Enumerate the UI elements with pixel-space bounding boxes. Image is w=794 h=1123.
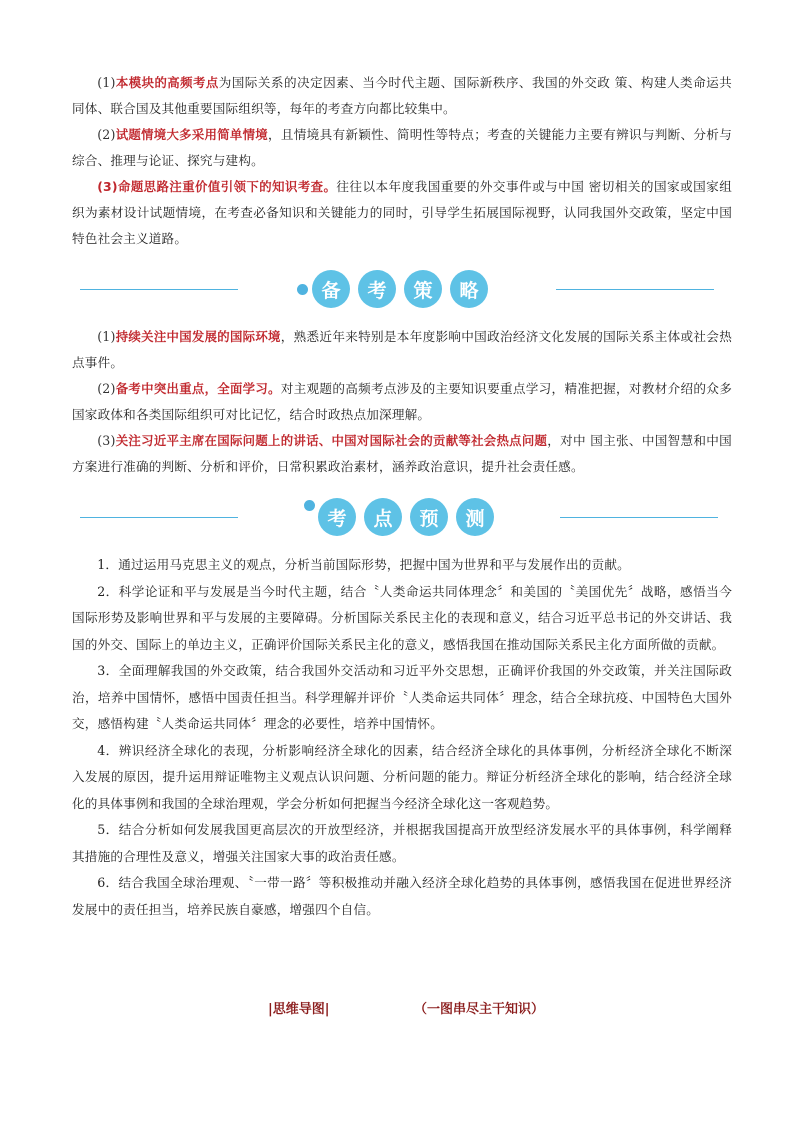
banner-char: 预 [410, 498, 448, 536]
banner-char: 策 [404, 270, 442, 308]
list-item: 3．全面理解我国的外交政策，结合我国外交活动和习近平外交思想，正确评价我国的外交政策，并关注国际政治，培养中国情怀，感悟中国责任担当。科学理解并评价〝人类命运共同体〞理念，结合全球抗疫、中国特色大国外交，感悟构建〝人类命运共同体〞理念的必要性，培养中国情怀。 [72, 663, 732, 731]
banner-title [312, 270, 488, 308]
strategy-paragraph-1: (1)持续关注中国发展的国际环境，熟悉近年来特别是本年度影响中国政治经济文化发展的国际关系主体或社会热点事件。 [72, 329, 732, 370]
prep-strategy-section [72, 324, 732, 480]
banner-divider-right [560, 517, 718, 518]
banner-char: 备 [312, 270, 350, 308]
list-item: 1．通过运用马克思主义的观点，分析当前国际形势，把握中国为世界和平与发展作出的贡献。 [97, 557, 630, 572]
strategy-paragraph-3: (3)关注习近平主席在国际问题上的讲话、中国对国际社会的贡献等社会热点问题，对中 国主张、中国智慧和中国方案进行准确的判断、分析和评价，日常积累政治素材，涵养政治意识，提升社会责任感。 [72, 433, 732, 474]
highlight-text: 备考中突出重点，全面学习。 [115, 381, 281, 396]
list-item: 6．结合我国全球治理观、〝一带一路〞等积极推动并融入经济全球化趋势的具体事例，感悟我国在促进世界经济发展中的责任担当，培养民族自豪感，增强四个自信。 [72, 875, 732, 917]
list-item: 4．辨识经济全球化的表现，分析影响经济全球化的因素，结合经济全球化的具体事例，分析经济全球化不断深入发展的原因，提升运用辩证唯物主义观点认识问题、分析问题的能力。辩证分析经济全球化的影响，结合经济全球化的具体事例和我国的全球治理观，学会分析如何把握当今经济全球化这一客观趋势。 [72, 742, 732, 811]
banner-char: 略 [450, 270, 488, 308]
list-item: 5．结合分析如何发展我国更高层次的开放型经济，并根据我国提高开放型经济发展水平的具体事例，科学阐释其措施的合理性及意义，增强关注国家大事的政治责任感。 [72, 822, 732, 864]
key-points-list [72, 552, 732, 923]
list-item: 2．科学论证和平与发展是当今时代主题，结合〝人类命运共同体理念〞和美国的〝美国优先〞战略，感悟当今国际形势及影响世界和平与发展的主要障碍。分析国际关系民主化的表现和意义，结合习近平总书记的外交讲话、我国的外交、国际上的单边主义，正确评价国际关系民主化的意义，感悟我国在推动国际关系民主化方面所做的贡献。 [72, 583, 732, 652]
banner-char: 测 [456, 498, 494, 536]
banner-char: 考 [318, 498, 356, 536]
mind-map-label: |思维导图| [268, 1002, 330, 1017]
analysis-paragraph-3: (3)命题思路注重价值引领下的知识考查。往往以本年度我国重要的外交事件或与中国 密切相关的国家或国家组织为素材设计试题情境，在考查必备知识和关键能力的同时，引导学生拓展国际视野，认同我国外交政策，坚定中国特色社会主义道路。 [72, 179, 733, 246]
mind-map-subtitle: （一图串尽主干知识） [414, 1002, 545, 1017]
banner-divider-right [556, 289, 714, 290]
banner-divider-left [80, 517, 238, 518]
section-banner-prep-strategy [72, 262, 732, 318]
section-banner-key-points [72, 490, 732, 546]
analysis-paragraph-1: (1)本模块的高频考点为国际关系的决定因素、当今时代主题、国际新秩序、我国的外交政 策、构建人类命运共同体、联合国及其他重要国际组织等，每年的考查方向都比较集中。 [72, 75, 732, 116]
document-page [72, 70, 732, 923]
highlight-text: 本模块的高频考点 [115, 75, 219, 90]
highlight-text: 持续关注中国发展的国际环境 [115, 329, 281, 344]
banner-dot-icon [304, 500, 315, 511]
highlight-text: 试题情境大多采用简单情境 [115, 127, 268, 142]
highlight-text: (3)命题思路注重价值引领下的知识考查。 [97, 179, 337, 194]
mind-map-heading [0, 998, 794, 1022]
exam-analysis-section [72, 70, 732, 252]
banner-char: 点 [364, 498, 402, 536]
strategy-paragraph-2: (2)备考中突出重点，全面学习。对主观题的高频考点涉及的主要知识要重点学习，精准把握，对教材介绍的众多国家政体和各类国际组织可对比记忆，结合时政热点加深理解。 [72, 381, 732, 422]
highlight-text: 关注习近平主席在国际问题上的讲话、中国对国际社会的贡献等社会热点问题 [115, 433, 548, 448]
banner-divider-left [80, 289, 238, 290]
banner-dot-icon [297, 284, 308, 295]
banner-char: 考 [358, 270, 396, 308]
analysis-paragraph-2: (2)试题情境大多采用简单情境，且情境具有新颖性、简明性等特点；考查的关键能力主要有辨识与判断、分析与综合、推理与论证、探究与建构。 [72, 127, 732, 168]
banner-title [318, 498, 494, 536]
